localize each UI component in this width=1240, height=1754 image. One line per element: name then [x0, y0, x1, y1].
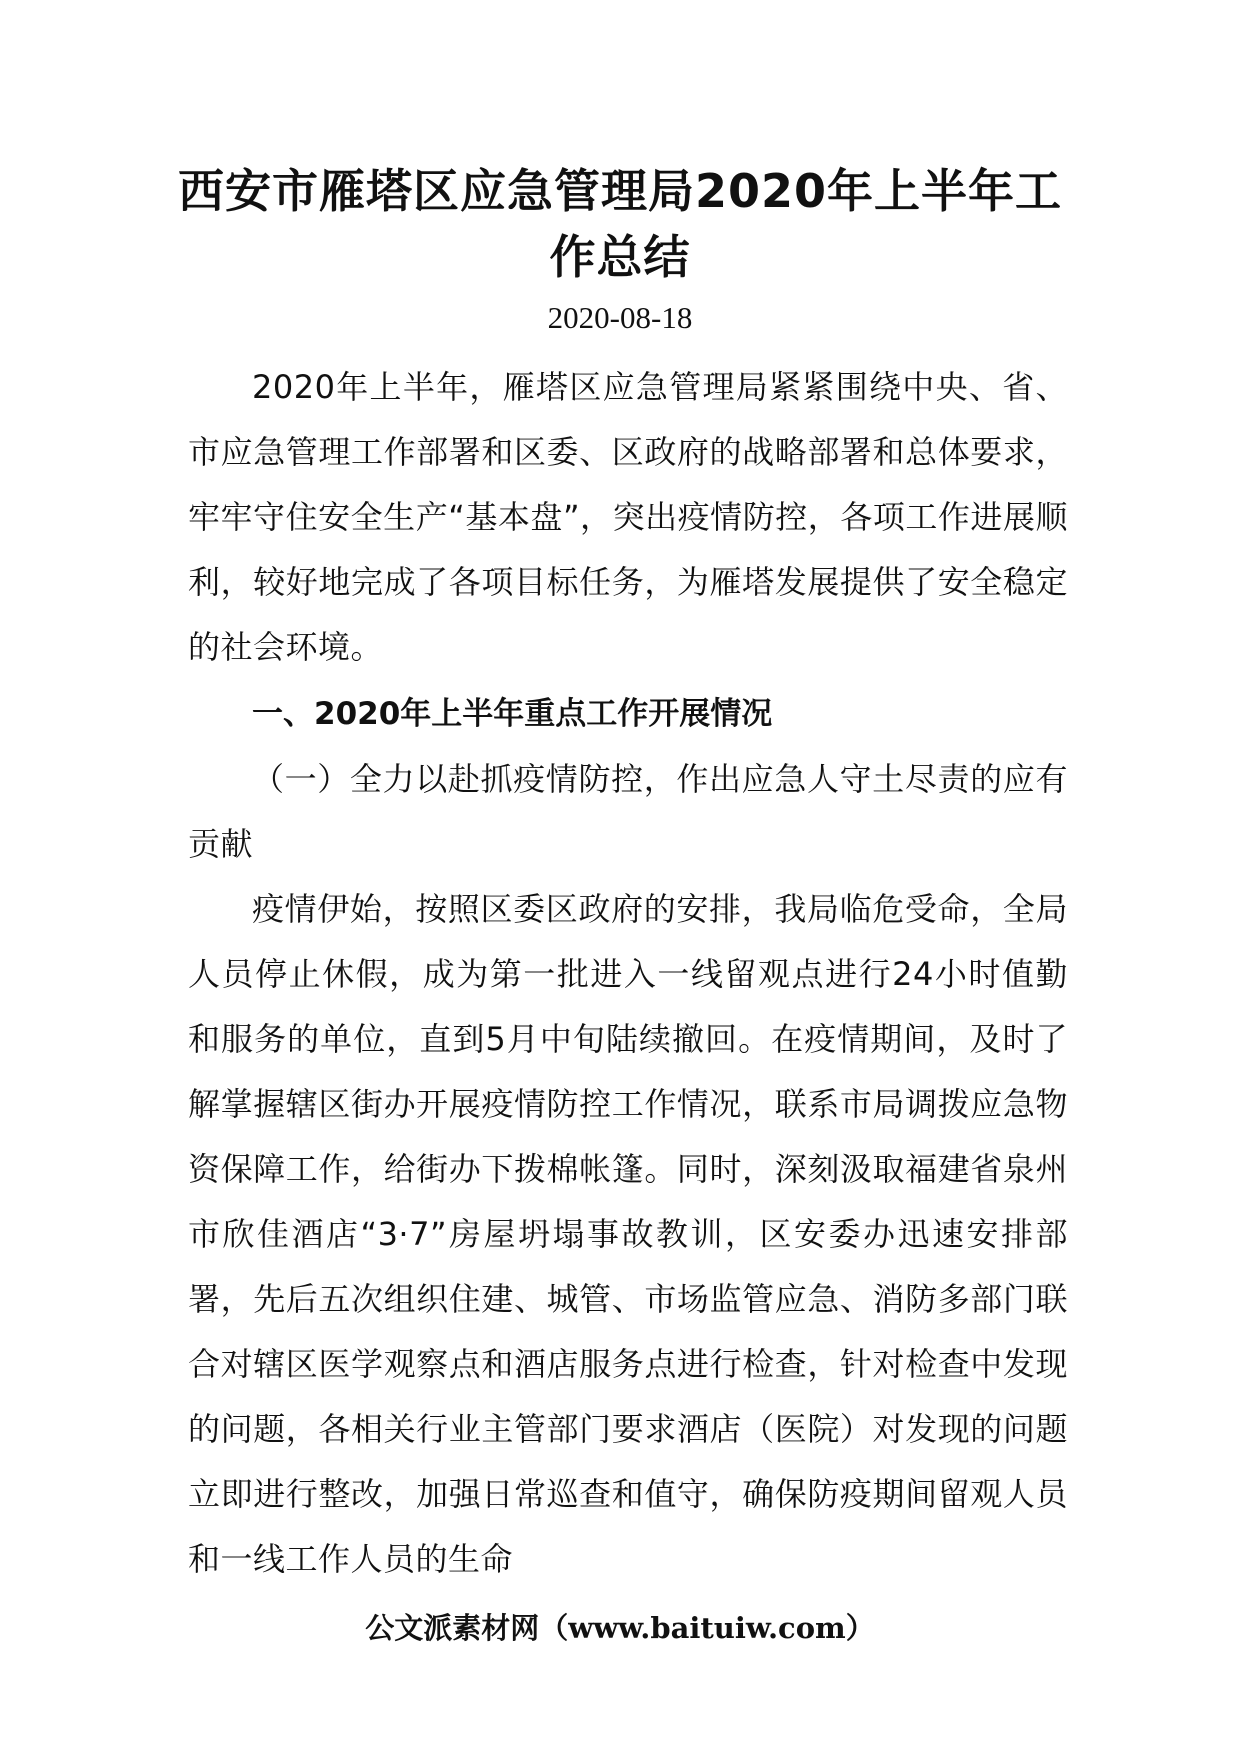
subsection-heading: （一）全力以赴抓疫情防控，作出应急人守土尽责的应有贡献: [188, 760, 1068, 863]
footer-watermark: 公文派素材网（www.baituiw.com）: [365, 1611, 875, 1645]
document-title: [150, 158, 1090, 290]
intro-paragraph: 2020年上半年，雁塔区应急管理局紧紧围绕中央、省、市应急管理工作部署和区委、区政府的战略部署和总体要求，牢牢守住安全生产“基本盘”，突出疫情防控，各项工作进展顺利，较好地完成了各项目标任务，为雁塔发展提供了安全稳定的社会环境。: [188, 368, 1068, 666]
document-title-line2: 作总结: [549, 230, 691, 284]
section-heading: 一、2020年上半年重点工作开展情况: [252, 696, 773, 732]
document-date: 2020-08-18: [547, 300, 693, 335]
document-body: [188, 355, 1068, 1592]
body-paragraph: 疫情伊始，按照区委区政府的安排，我局临危受命，全局人员停止休假，成为第一批进入一线留观点进行24小时值勤和服务的单位，直到5月中旬陆续撤回。在疫情期间，及时了解掌握辖区街办开展疫情防控工作情况，联系市局调拨应急物资保障工作，给街办下拨棉帐篷。同时，深刻汲取福建省泉州市欣佳酒店“3·7”房屋坍塌事故教训，区安委办迅速安排部署，先后五次组织住建、城管、市场监管应急、消防多部门联合对辖区医学观察点和酒店服务点进行检查，针对检查中发现的问题，各相关行业主管部门要求酒店（医院）对发现的问题立即进行整改，加强日常巡查和值守，确保防疫期间留观人员和一线工作人员的生命: [188, 890, 1068, 1578]
document-title-line1: 西安市雁塔区应急管理局2020年上半年工: [177, 164, 1063, 218]
